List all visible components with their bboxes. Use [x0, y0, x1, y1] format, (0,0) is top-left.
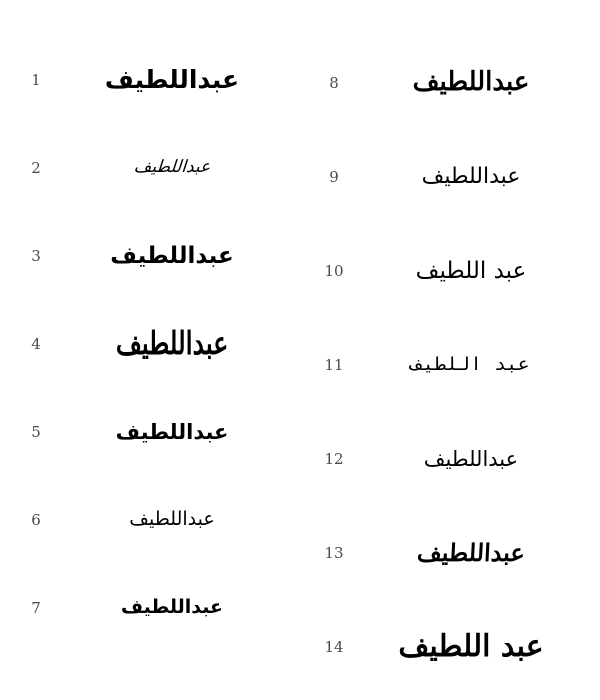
sample-index: 13	[324, 543, 344, 562]
sample-index: 1	[31, 70, 41, 89]
sample-text: عبد اللطيف	[410, 353, 530, 375]
list-item	[308, 600, 600, 694]
sample-text: عبداللطيف	[421, 164, 521, 190]
samples-column-left	[0, 36, 300, 700]
list-item	[10, 124, 300, 212]
sample-text: عبداللطيف	[110, 242, 234, 269]
list-item	[308, 506, 600, 600]
sample-text: عبداللطيف	[104, 64, 240, 94]
sample-index: 12	[324, 449, 344, 468]
sample-index: 3	[31, 246, 41, 265]
sample-index: 9	[329, 167, 339, 186]
sample-text: عبداللطيف	[416, 538, 526, 568]
sample-index: 2	[31, 158, 41, 177]
sample-index: 4	[31, 334, 41, 353]
list-item	[10, 300, 300, 388]
list-item	[10, 36, 300, 124]
list-item	[10, 212, 300, 300]
list-item	[10, 564, 300, 652]
sample-index: 7	[31, 598, 41, 617]
sample-text: عبداللطيف	[423, 446, 519, 471]
sample-text: عبداللطيف	[115, 324, 229, 362]
sample-text: عبد اللطيف	[415, 257, 527, 284]
sample-index: 5	[31, 422, 41, 441]
list-item	[308, 36, 600, 130]
sample-index: 14	[324, 637, 344, 656]
sample-text: عبداللطيف	[120, 596, 223, 619]
list-item	[308, 224, 600, 318]
list-item	[308, 130, 600, 224]
sample-index: 10	[324, 261, 344, 280]
sample-index: 8	[329, 73, 339, 92]
sample-text: عبداللطيف	[133, 157, 211, 178]
sample-index: 6	[31, 510, 41, 529]
samples-column-right	[300, 36, 600, 700]
sample-index: 11	[324, 355, 344, 374]
list-item	[308, 412, 600, 506]
sample-text: عبد اللطيف	[398, 628, 544, 664]
list-item	[10, 388, 300, 476]
list-item	[308, 318, 600, 412]
sample-text: عبداللطيف	[115, 419, 229, 444]
sample-text: عبداللطيف	[129, 508, 215, 531]
list-item	[10, 476, 300, 564]
sample-text: عبداللطيف	[412, 67, 530, 98]
